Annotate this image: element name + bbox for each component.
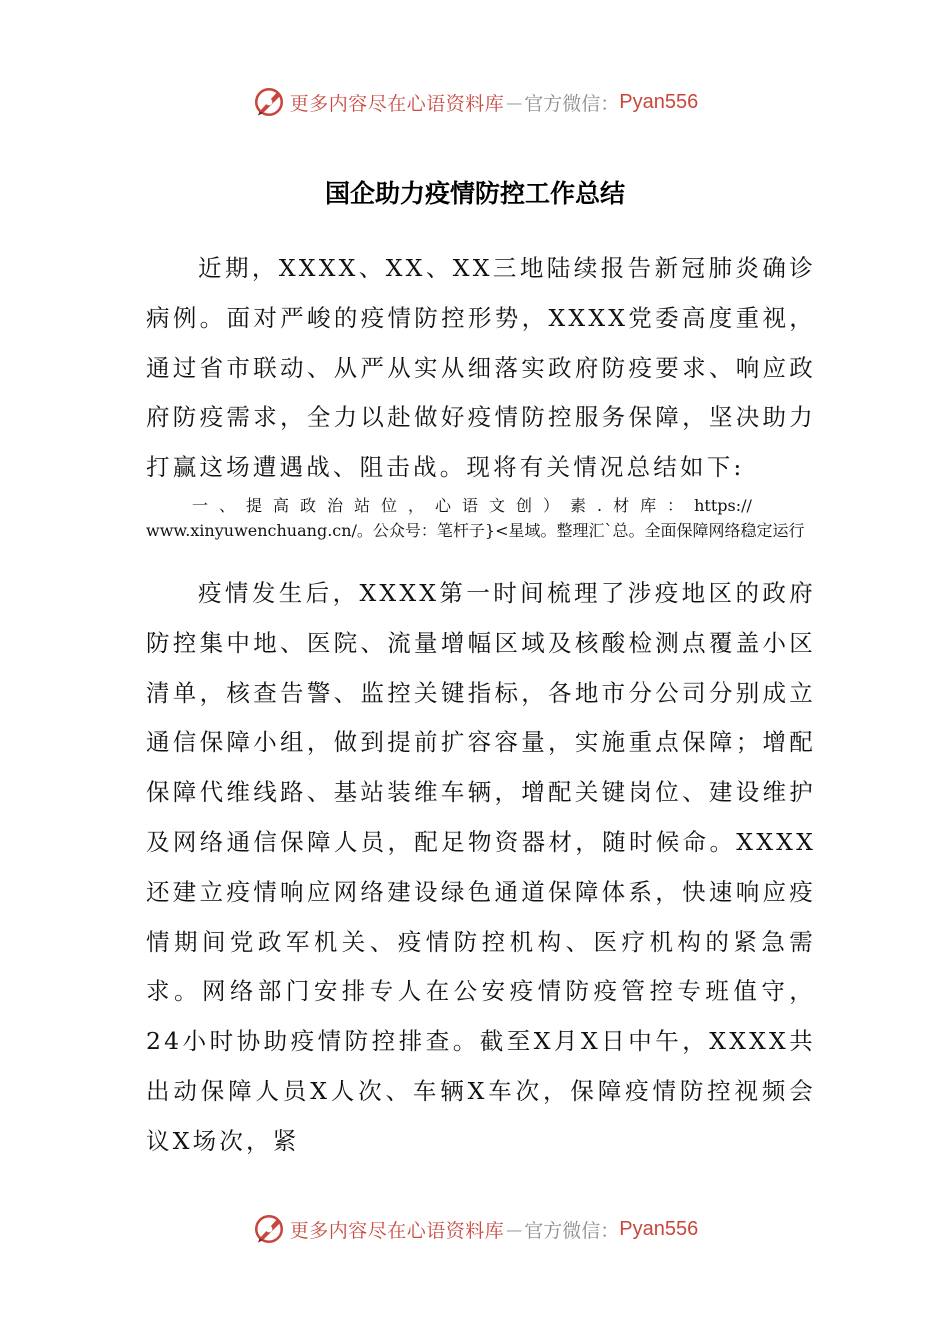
watermark-wechat-label: 官方微信：: [524, 1219, 620, 1242]
watermark-brand-text: 更多内容尽在心语资料库: [289, 92, 505, 115]
section-heading-1: [146, 493, 806, 543]
document-title: 国企助力疫情防控工作总结: [324, 179, 625, 208]
header-watermark: [0, 82, 950, 122]
watermark-wechat-id: Pyan556: [619, 1217, 699, 1240]
watermark-dash: —: [506, 1219, 523, 1239]
section-heading-url-prefix: https://: [694, 496, 752, 515]
paragraph-network-guarantee: 疫情发生后，XXXX第一时间梳理了涉疫地区的政府防控集中地、医院、流量增幅区域及核酸检测点覆盖小区清单，核查告警、监控关键指标，各地市分公司分别成立通信保障小组，做到提前扩容容量，实施重点保障；增配保障代维线路、基站装维车辆，增配关键岗位、建设维护及网络通信保障人员，配足物资器材，随时候命。XXXX还建立疫情响应网络建设绿色通道保障体系，快速响应疫情期间党政军机关、疫情防控机构、医疗机构的紧急需求。网络部门安排专人在公安疫情防疫管控专班值守，24小时协助疫情防控排查。截至X月X日中午，XXXX共出动保障人员X人次、车辆X车次，保障疫情防控视频会议X场次，紧: [146, 579, 816, 1155]
pen-circle-logo-icon: [252, 85, 286, 119]
paragraph-intro: 近期，XXXX、XX、XX三地陆续报告新冠肺炎确诊病例。面对严峻的疫情防控形势，XXXX党委高度重视，通过省市联动、从严从实从细落实政府防疫要求、响应政府防疫需求，全力以赴做好疫情防控服务保障，坚决助力打赢这场遭遇战、阻击战。现将有关情况总结如下:: [146, 254, 816, 482]
section-heading-spaced-text: 一、提高政治站位，心语文创）素.材库：: [192, 496, 695, 515]
footer-watermark: [0, 1209, 950, 1249]
pen-circle-logo-icon: [252, 1212, 286, 1246]
watermark-dash: —: [506, 92, 523, 112]
watermark-brand-text: 更多内容尽在心语资料库: [289, 1219, 505, 1242]
watermark-wechat-label: 官方微信：: [524, 92, 620, 115]
watermark-wechat-id: Pyan556: [619, 90, 699, 113]
section-heading-rest-text: www.xinyuwenchuang.cn/。公众号：笔杆子}<星域。整理汇`总。全面保障网络稳定运行: [146, 521, 805, 540]
